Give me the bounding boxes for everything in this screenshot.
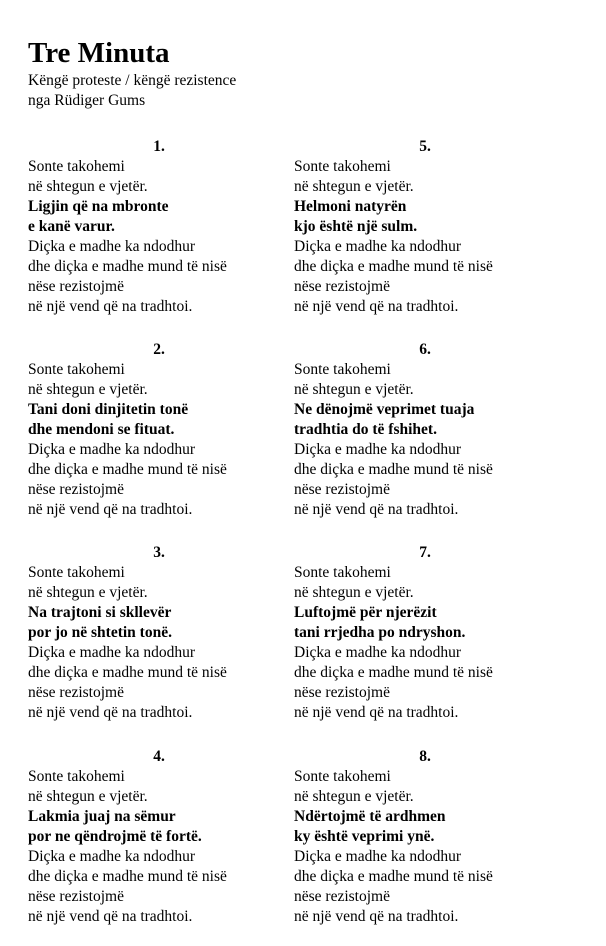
verse-line-bold: tradhtia do të fshihet. [294,421,437,438]
verse-line: në një vend që na tradhtoi. [28,298,193,315]
verse-line-bold: e kanë varur. [28,218,115,235]
verse-line-bold: Ligjin që na mbronte [28,198,169,215]
verse-line: në shtegun e vjetër. [28,788,148,805]
verse-3 [28,543,290,723]
verse-line: Diçka e madhe ka ndodhur [28,441,195,458]
verse-line: në një vend që na tradhtoi. [28,704,193,721]
verse-line: Sonte takohemi [28,361,125,378]
verse-line: Diçka e madhe ka ndodhur [28,848,195,865]
verse-line: në shtegun e vjetër. [294,381,414,398]
verse-line: nëse rezistojmë [294,888,390,905]
subtitle [28,71,236,111]
verse-line: në shtegun e vjetër. [28,584,148,601]
verse-line: në një vend që na tradhtoi. [294,908,459,925]
verse-line: dhe diçka e madhe mund të nisë [28,664,227,681]
verse-line: nëse rezistojmë [294,278,390,295]
verse-line-bold: dhe mendoni se fituat. [28,421,175,438]
verse-line-bold: Na trajtoni si skllevër [28,604,172,621]
verse-line-bold: Tani doni dinjitetin tonë [28,401,189,418]
verse-line-bold: Luftojmë për njerëzit [294,604,437,621]
verse-line: në shtegun e vjetër. [294,788,414,805]
verse-number: 6. [419,341,431,358]
subtitle-author: nga Rüdiger Gums [28,92,146,109]
verse-line: Sonte takohemi [28,158,125,175]
verse-line-bold: Ndërtojmë të ardhmen [294,808,446,825]
verse-4 [28,747,290,927]
verse-line: në një vend që na tradhtoi. [28,908,193,925]
verse-number: 8. [419,748,431,765]
verse-line: Sonte takohemi [28,768,125,785]
subtitle-line: Këngë proteste / këngë rezistence [28,72,237,89]
verse-line: nëse rezistojmë [28,684,124,701]
verse-line-bold: Ne dënojmë veprimet tuaja [294,401,475,418]
verse-number: 2. [153,341,165,358]
verse-1 [28,137,290,317]
verse-line: dhe diçka e madhe mund të nisë [294,258,493,275]
verse-8 [294,747,556,927]
verse-line-bold: por ne qëndrojmë të fortë. [28,828,202,845]
verse-line: në shtegun e vjetër. [28,381,148,398]
verse-line: nëse rezistojmë [294,684,390,701]
verse-line: Sonte takohemi [294,768,391,785]
verse-number: 4. [153,748,165,765]
verse-line: Diçka e madhe ka ndodhur [28,644,195,661]
verse-line-bold: por jo në shtetin tonë. [28,624,172,641]
verse-line: dhe diçka e madhe mund të nisë [294,664,493,681]
verse-line: Sonte takohemi [294,361,391,378]
verse-number: 5. [419,138,431,155]
verse-line: në një vend që na tradhtoi. [28,501,193,518]
verse-line: Sonte takohemi [294,564,391,581]
verse-line: dhe diçka e madhe mund të nisë [28,258,227,275]
verse-number: 7. [419,544,431,561]
verse-line: dhe diçka e madhe mund të nisë [28,461,227,478]
verse-line: Diçka e madhe ka ndodhur [294,441,461,458]
verse-line: në shtegun e vjetër. [294,584,414,601]
verse-line: në një vend që na tradhtoi. [294,704,459,721]
verse-line: nëse rezistojmë [28,481,124,498]
verse-line: Diçka e madhe ka ndodhur [294,644,461,661]
verse-line: Diçka e madhe ka ndodhur [294,238,461,255]
verse-line: Sonte takohemi [294,158,391,175]
verse-line: dhe diçka e madhe mund të nisë [294,461,493,478]
verse-line: në shtegun e vjetër. [294,178,414,195]
verse-line-bold: tani rrjedha po ndryshon. [294,624,466,641]
verse-5 [294,137,556,317]
verse-line: Diçka e madhe ka ndodhur [28,238,195,255]
verse-7 [294,543,556,723]
verse-line: në një vend që na tradhtoi. [294,298,459,315]
verse-number: 3. [153,544,165,561]
verse-line: nëse rezistojmë [28,888,124,905]
verse-line: dhe diçka e madhe mund të nisë [28,868,227,885]
verse-line: nëse rezistojmë [28,278,124,295]
verse-2 [28,340,290,520]
verse-line: në shtegun e vjetër. [28,178,148,195]
verse-6 [294,340,556,520]
page-title: Tre Minuta [28,37,170,69]
verse-line: Diçka e madhe ka ndodhur [294,848,461,865]
verse-line-bold: ky është veprimi ynë. [294,828,435,845]
verse-line: dhe diçka e madhe mund të nisë [294,868,493,885]
verse-line: Sonte takohemi [28,564,125,581]
verse-line: nëse rezistojmë [294,481,390,498]
verse-line-bold: kjo është një sulm. [294,218,418,235]
verse-line-bold: Lakmia juaj na sëmur [28,808,176,825]
verse-line-bold: Helmoni natyrën [294,198,407,215]
verse-number: 1. [153,138,165,155]
verse-line: në një vend që na tradhtoi. [294,501,459,518]
